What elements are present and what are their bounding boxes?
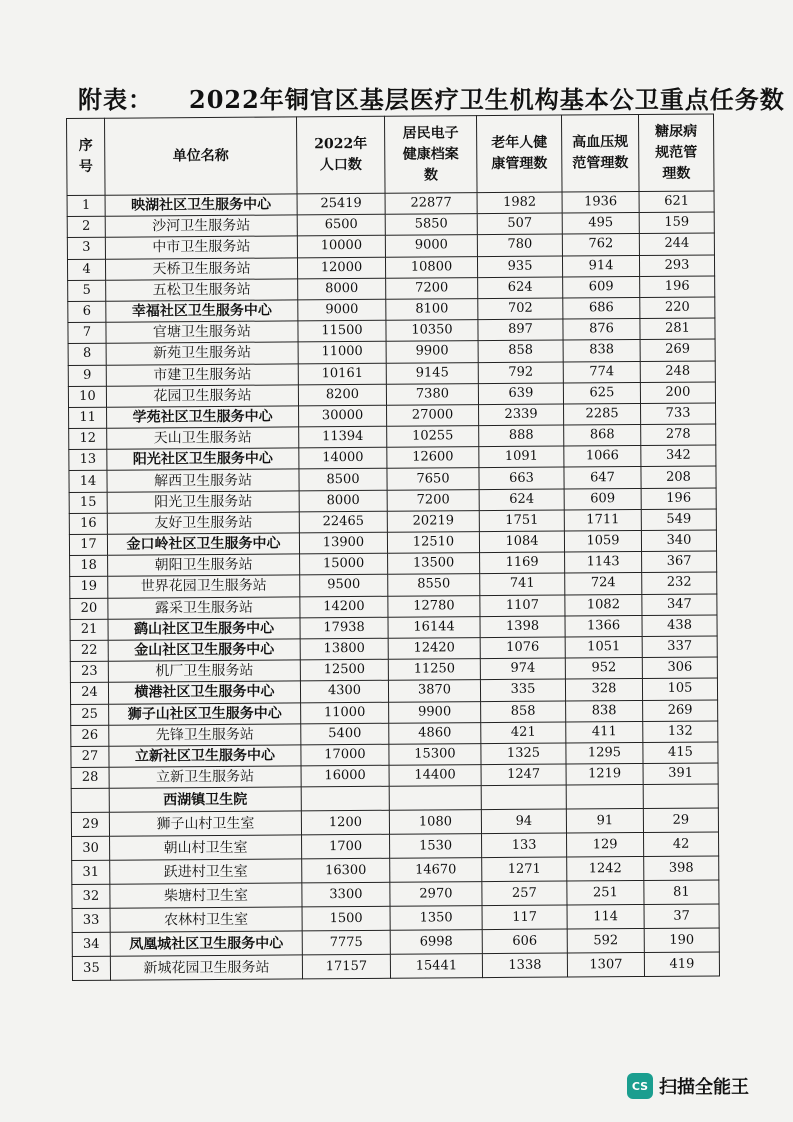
cell-diabetes: 337 [642,636,717,658]
cell-records: 9900 [386,341,478,363]
cell-records: 7380 [386,383,478,405]
cell-elderly: 421 [481,722,566,744]
cell-elderly: 606 [482,929,567,954]
cell-elderly: 858 [481,701,566,723]
cell-index: 18 [70,555,108,576]
cell-index: 13 [69,449,107,470]
cell-index: 15 [69,492,107,513]
cell-records: 12510 [387,532,479,554]
cell-name: 天桥卫生服务站 [105,257,297,280]
cell-name: 新城花园卫生服务站 [110,955,302,980]
cell-population: 8200 [298,384,386,406]
cell-index: 30 [72,836,110,860]
cell-elderly: 1091 [479,446,564,468]
cell-population: 3300 [302,883,390,908]
cell-diabetes: 342 [641,445,716,467]
cell-hypertension: 914 [562,255,639,277]
cell-elderly: 1107 [480,595,565,617]
cell-elderly: 1982 [477,192,562,214]
cell-diabetes: 278 [641,424,716,446]
header-name: 单位名称 [105,117,298,195]
cell-index: 29 [71,812,109,836]
cell-index: 34 [72,932,110,956]
cell-population: 7775 [302,931,390,956]
cell-diabetes: 232 [642,572,717,594]
table-row [72,952,719,981]
cell-index: 1 [67,195,105,216]
cell-name: 学苑社区卫生服务中心 [107,406,299,429]
cell-records: 9145 [386,362,478,384]
cell-diabetes: 621 [639,191,714,213]
cell-population: 17000 [301,744,389,766]
cell-diabetes: 208 [641,466,716,488]
cell-diabetes: 81 [644,880,719,905]
cell-name: 五松卫生服务站 [106,279,298,302]
cell-hypertension: 1936 [562,192,639,214]
cell-diabetes: 340 [641,530,716,552]
cell-population: 6500 [297,214,385,236]
cell-index: 24 [70,683,108,704]
cell-records: 6998 [390,930,482,955]
cell-elderly: 1398 [480,616,565,638]
cell-hypertension: 952 [565,658,642,680]
header-records: 居民电子健康档案数 [384,116,477,194]
header-elderly: 老年人健康管理数 [476,115,562,193]
cell-records: 16144 [388,616,480,638]
cell-population: 17938 [300,617,388,639]
cell-diabetes: 220 [640,297,715,319]
cell-name: 解西卫生服务站 [107,469,299,492]
cell-elderly: 335 [480,679,565,701]
cell-index [71,788,109,812]
cell-records: 15300 [389,743,481,765]
cell-name: 鹞山社区卫生服务中心 [108,618,300,641]
cell-index: 7 [68,322,106,343]
cell-elderly: 2339 [479,404,564,426]
cell-diabetes: 190 [644,928,719,953]
cell-records: 1350 [390,906,482,931]
cell-name: 机厂卫生服务站 [108,660,300,683]
cell-elderly: 888 [479,425,564,447]
cell-elderly: 133 [482,833,567,858]
cell-records: 8550 [388,574,480,596]
cell-diabetes [643,784,718,809]
cell-diabetes: 248 [640,360,715,382]
cell-name: 阳光社区卫生服务中心 [107,448,299,471]
camscanner-logo-text: CS [631,1079,649,1093]
cell-name: 天山卫生服务站 [107,427,299,450]
cell-name: 跃进村卫生室 [110,859,302,884]
cell-elderly: 780 [477,234,562,256]
cell-index: 4 [67,259,105,280]
cell-records: 7200 [387,489,479,511]
cell-index: 10 [68,386,106,407]
cell-index: 3 [67,238,105,259]
cell-hypertension [566,785,643,810]
cell-population: 1500 [302,907,390,932]
cell-elderly: 639 [478,383,563,405]
cell-population: 17157 [302,955,390,980]
camscanner-logo-icon [627,1073,653,1099]
camscanner-watermark [627,1073,749,1099]
table-header-row [67,114,715,196]
cell-name: 新苑卫生服务站 [106,342,298,365]
cell-elderly: 1325 [481,743,566,765]
cell-records: 9900 [389,701,481,723]
cell-population: 1200 [301,811,389,836]
cell-hypertension: 2285 [564,403,641,425]
cell-name: 幸福社区卫生服务中心 [106,300,298,323]
cell-name: 农林村卫生室 [110,907,302,932]
cell-hypertension: 495 [562,213,639,235]
cell-population: 30000 [299,405,387,427]
cell-index: 20 [70,598,108,619]
cell-records: 14400 [389,765,481,787]
cell-index: 8 [68,344,106,365]
cell-diabetes: 438 [642,615,717,637]
cell-hypertension: 251 [567,881,644,906]
cell-population: 12500 [300,659,388,681]
cell-elderly: 858 [478,340,563,362]
cell-records: 7650 [387,468,479,490]
cell-elderly: 1247 [481,764,566,786]
cell-hypertension: 1082 [565,594,642,616]
cell-diabetes: 549 [641,509,716,531]
cell-hypertension: 774 [563,361,640,383]
cell-elderly: 897 [478,319,563,341]
cell-index: 23 [70,661,108,682]
cell-hypertension: 1307 [567,953,644,978]
cell-hypertension: 411 [566,721,643,743]
cell-elderly: 1271 [482,857,567,882]
cell-hypertension: 686 [563,297,640,319]
cell-hypertension: 1219 [566,764,643,786]
cell-population: 9000 [298,299,386,321]
cell-index: 33 [72,908,110,932]
cell-hypertension: 609 [564,488,641,510]
cell-elderly: 1084 [479,531,564,553]
cell-records: 3870 [388,680,480,702]
cell-records: 12780 [388,595,480,617]
cell-records: 11250 [388,659,480,681]
cell-diabetes: 306 [642,657,717,679]
cell-population: 10000 [297,236,385,258]
cell-name: 横港社区卫生服务中心 [108,681,300,704]
cell-hypertension: 625 [563,382,640,404]
cell-records: 13500 [388,553,480,575]
cell-diabetes: 419 [644,952,719,977]
cell-diabetes: 269 [640,339,715,361]
cell-index: 21 [70,619,108,640]
cell-name: 凤凰城社区卫生服务中心 [110,931,302,956]
cell-diabetes: 347 [642,594,717,616]
cell-index: 19 [70,577,108,598]
cell-hypertension: 1711 [564,509,641,531]
cell-population: 10161 [298,363,386,385]
cell-elderly: 507 [477,213,562,235]
cell-name: 友好卫生服务站 [107,512,299,535]
cell-records [389,786,481,811]
header-population: 2022年人口数 [296,116,385,194]
cell-hypertension: 868 [564,425,641,447]
cell-index: 35 [72,956,110,980]
cell-index: 22 [70,640,108,661]
cell-diabetes: 29 [643,808,718,833]
cell-name: 金口岭社区卫生服务中心 [107,533,299,556]
cell-name: 朝山村卫生室 [110,835,302,860]
cell-hypertension: 1143 [565,552,642,574]
cell-hypertension: 838 [563,340,640,362]
cell-diabetes: 367 [642,551,717,573]
cell-hypertension: 609 [563,276,640,298]
cell-hypertension: 1295 [566,742,643,764]
cell-name: 西湖镇卫生院 [109,787,301,812]
cell-elderly: 792 [478,362,563,384]
cell-diabetes: 293 [639,255,714,277]
cell-index: 6 [68,301,106,322]
cell-elderly: 974 [480,658,565,680]
cell-hypertension: 647 [564,467,641,489]
cell-population: 11000 [298,342,386,364]
cell-hypertension: 1066 [564,446,641,468]
cell-hypertension: 1366 [565,615,642,637]
title-prefix: 附表： [78,85,153,114]
cell-population: 22465 [299,511,387,533]
cell-name: 狮子山社区卫生服务中心 [109,702,301,725]
table-body [67,191,719,981]
cell-diabetes: 391 [643,763,718,785]
cell-index: 9 [68,365,106,386]
cell-elderly: 1338 [482,953,567,978]
cell-index: 27 [71,746,109,767]
cell-elderly: 1751 [479,510,564,532]
page-title [78,80,785,115]
cell-population: 1700 [302,835,390,860]
cell-population: 14000 [299,448,387,470]
cell-population: 14200 [300,596,388,618]
cell-population: 12000 [297,257,385,279]
cell-population: 13900 [299,532,387,554]
cell-population: 11000 [301,702,389,724]
cell-elderly: 624 [479,489,564,511]
camscanner-label: 扫描全能王 [659,1077,749,1098]
cell-index: 16 [69,513,107,534]
cell-population: 11500 [298,320,386,342]
cell-diabetes: 132 [643,721,718,743]
cell-records: 10350 [386,320,478,342]
cell-diabetes: 105 [642,678,717,700]
cell-hypertension: 328 [565,679,642,701]
cell-diabetes: 398 [644,856,719,881]
cell-records: 8100 [386,299,478,321]
cell-hypertension: 129 [567,833,644,858]
cell-records: 2970 [390,882,482,907]
header-hypertension: 高血压规范管理数 [561,115,639,193]
cell-hypertension: 1051 [565,636,642,658]
cell-records: 1530 [390,834,482,859]
cell-name: 柴塘村卫生室 [110,883,302,908]
cell-name: 沙河卫生服务站 [105,215,297,238]
cell-name: 狮子山村卫生室 [109,811,301,836]
cell-records: 20219 [387,510,479,532]
task-table [66,113,720,981]
cell-index: 12 [69,428,107,449]
cell-population: 8500 [299,469,387,491]
cell-index: 31 [72,860,110,884]
cell-population: 15000 [300,553,388,575]
cell-elderly: 702 [478,298,563,320]
cell-index: 26 [71,725,109,746]
cell-name: 市建卫生服务站 [106,363,298,386]
cell-diabetes: 42 [644,832,719,857]
cell-name: 花园卫生服务站 [106,385,298,408]
cell-records: 12420 [388,638,480,660]
cell-diabetes: 281 [640,318,715,340]
cell-elderly: 94 [481,809,566,834]
cell-index: 11 [69,407,107,428]
cell-diabetes: 159 [639,212,714,234]
cell-diabetes: 244 [639,233,714,255]
cell-hypertension: 762 [562,234,639,256]
cell-diabetes: 269 [643,699,718,721]
cell-name: 朝阳卫生服务站 [108,554,300,577]
cell-population: 8000 [298,278,386,300]
cell-population: 8000 [299,490,387,512]
cell-hypertension: 114 [567,905,644,930]
cell-elderly: 1169 [480,552,565,574]
cell-records: 5850 [385,214,477,236]
cell-index: 5 [68,280,106,301]
cell-population: 11394 [299,426,387,448]
cell-records: 10800 [385,256,477,278]
cell-population: 16000 [301,765,389,787]
cell-records: 7200 [386,277,478,299]
cell-name: 映湖社区卫生服务中心 [105,194,297,217]
cell-name: 露采卫生服务站 [108,596,300,619]
cell-index: 25 [71,704,109,725]
cell-name: 金山社区卫生服务中心 [108,639,300,662]
cell-records: 9000 [385,235,477,257]
cell-hypertension: 1059 [564,530,641,552]
cell-diabetes: 415 [643,742,718,764]
cell-hypertension: 1242 [567,857,644,882]
cell-hypertension: 876 [563,319,640,341]
cell-hypertension: 838 [566,700,643,722]
cell-population: 9500 [300,575,388,597]
cell-diabetes: 196 [640,276,715,298]
task-table-wrapper [66,113,720,981]
cell-name: 官塘卫生服务站 [106,321,298,344]
cell-records: 12600 [387,447,479,469]
cell-elderly: 663 [479,467,564,489]
cell-name: 立新卫生服务站 [109,766,301,789]
cell-name: 世界花园卫生服务站 [108,575,300,598]
cell-elderly: 935 [477,256,562,278]
cell-name: 阳光卫生服务站 [107,491,299,514]
cell-diabetes: 733 [641,403,716,425]
cell-elderly: 1076 [480,637,565,659]
cell-index: 28 [71,767,109,788]
cell-elderly: 117 [482,905,567,930]
cell-records: 27000 [387,405,479,427]
cell-records: 15441 [390,954,482,979]
cell-index: 17 [69,534,107,555]
cell-name: 立新社区卫生服务中心 [109,745,301,768]
cell-records: 1080 [389,810,481,835]
cell-hypertension: 724 [565,573,642,595]
cell-population: 25419 [297,193,385,215]
cell-elderly [481,785,566,810]
cell-records: 10255 [387,426,479,448]
cell-population: 5400 [301,723,389,745]
cell-population: 16300 [302,859,390,884]
cell-name: 中市卫生服务站 [105,236,297,259]
cell-name: 先锋卫生服务站 [109,724,301,747]
cell-population: 4300 [300,681,388,703]
header-diabetes: 糖尿病规范管理数 [638,114,714,192]
cell-diabetes: 200 [640,382,715,404]
header-index: 序号 [67,118,106,195]
cell-records: 22877 [385,193,477,215]
cell-elderly: 257 [482,881,567,906]
cell-index: 2 [67,216,105,237]
cell-hypertension: 592 [567,929,644,954]
cell-population [301,787,389,812]
cell-population: 13800 [300,638,388,660]
cell-elderly: 624 [478,277,563,299]
cell-index: 14 [69,471,107,492]
title-main: 2022年铜官区基层医疗卫生机构基本公卫重点任务数 [189,85,785,114]
cell-records: 4860 [389,722,481,744]
cell-hypertension: 91 [566,809,643,834]
cell-diabetes: 196 [641,488,716,510]
cell-index: 32 [72,884,110,908]
cell-diabetes: 37 [644,904,719,929]
cell-elderly: 741 [480,573,565,595]
cell-records: 14670 [390,858,482,883]
